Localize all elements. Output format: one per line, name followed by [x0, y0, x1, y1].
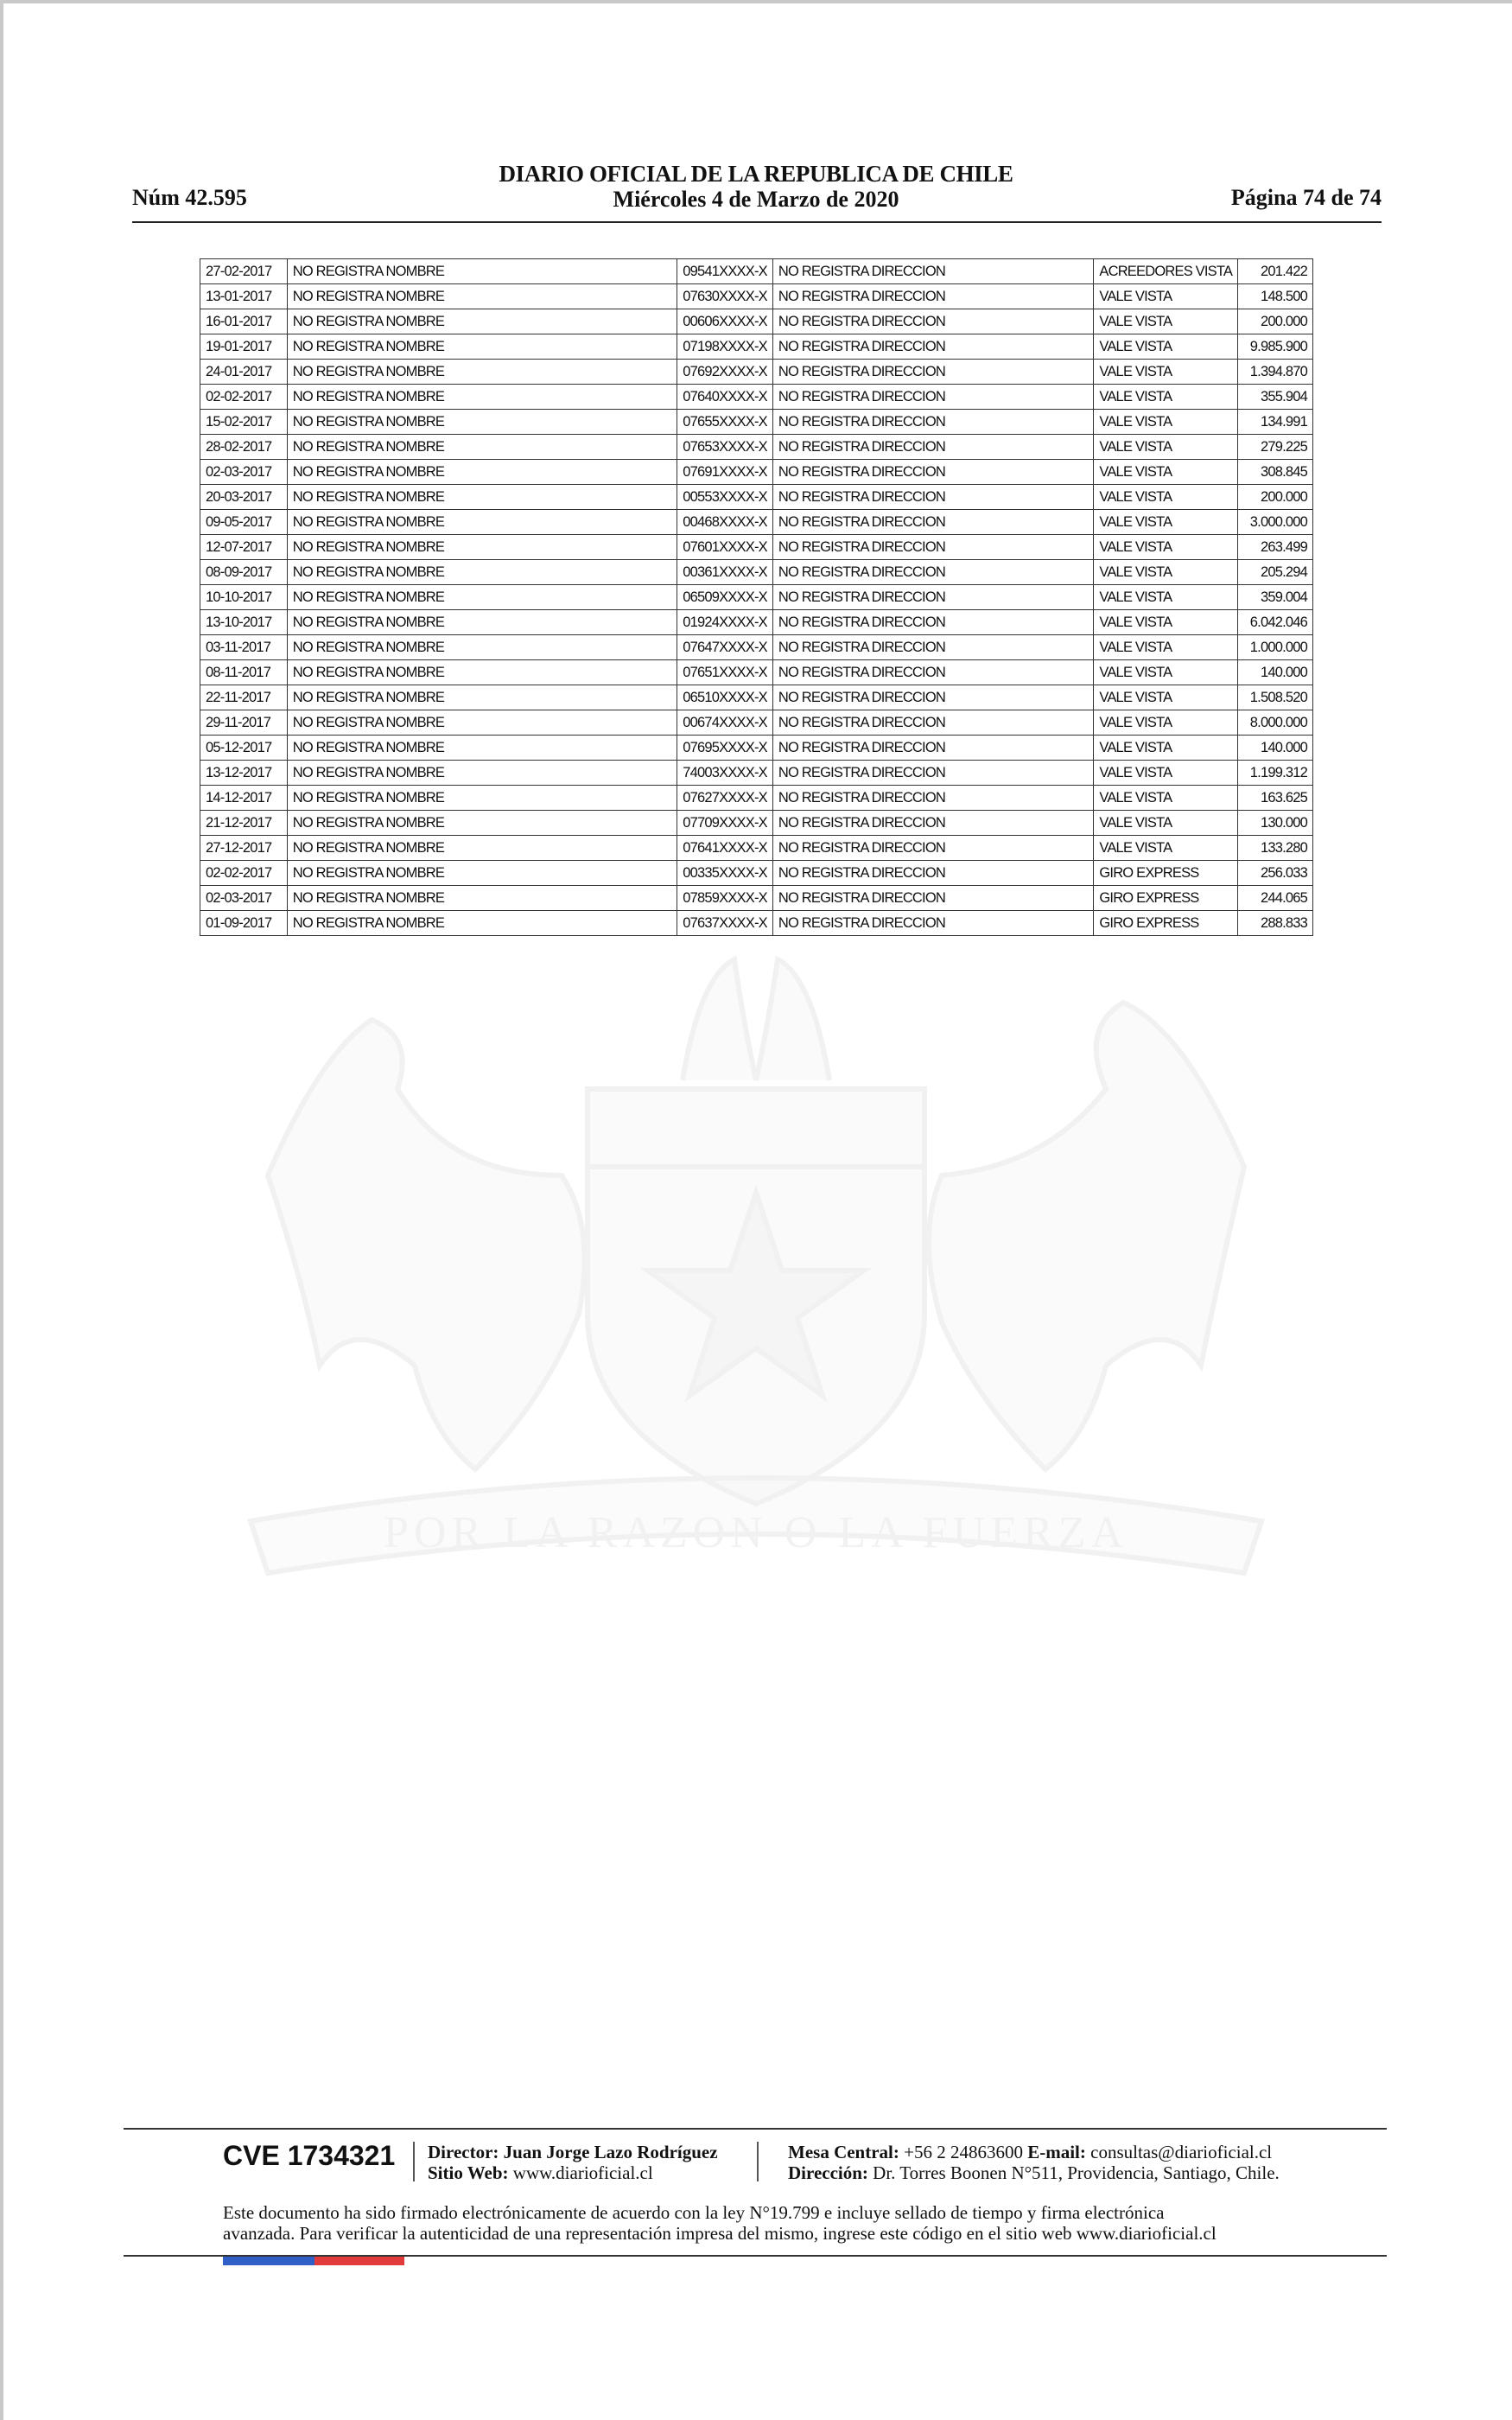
table-row	[200, 761, 1313, 786]
record-address: NO REGISTRA DIRECCION	[772, 560, 1094, 585]
record-type: VALE VISTA	[1094, 334, 1238, 360]
record-name: NO REGISTRA NOMBRE	[287, 610, 677, 635]
record-date: 13-01-2017	[200, 284, 288, 309]
record-name: NO REGISTRA NOMBRE	[287, 836, 677, 861]
record-amount: 148.500	[1238, 284, 1313, 309]
record-amount: 6.042.046	[1238, 610, 1313, 635]
record-type: VALE VISTA	[1094, 385, 1238, 410]
publication-date: Miércoles 4 de Marzo de 2020	[613, 187, 899, 212]
record-address: NO REGISTRA DIRECCION	[772, 385, 1094, 410]
record-amount: 9.985.900	[1238, 334, 1313, 360]
record-amount: 308.845	[1238, 460, 1313, 485]
record-id: 07692XXXX-X	[677, 360, 773, 385]
record-id: 07709XXXX-X	[677, 811, 773, 836]
record-type: VALE VISTA	[1094, 786, 1238, 811]
record-name: NO REGISTRA NOMBRE	[287, 309, 677, 334]
legal-notice	[223, 2202, 1389, 2244]
record-address: NO REGISTRA DIRECCION	[772, 410, 1094, 435]
record-type: GIRO EXPRESS	[1094, 861, 1238, 886]
record-date: 24-01-2017	[200, 360, 288, 385]
table-row	[200, 710, 1313, 736]
footer-contact-block	[788, 2142, 1280, 2183]
record-id: 07695XXXX-X	[677, 736, 773, 761]
record-address: NO REGISTRA DIRECCION	[772, 485, 1094, 510]
record-name: NO REGISTRA NOMBRE	[287, 811, 677, 836]
table-row	[200, 610, 1313, 635]
record-type: GIRO EXPRESS	[1094, 886, 1238, 911]
record-date: 14-12-2017	[200, 786, 288, 811]
record-address: NO REGISTRA DIRECCION	[772, 836, 1094, 861]
table-row	[200, 360, 1313, 385]
table-row	[200, 811, 1313, 836]
record-type: VALE VISTA	[1094, 460, 1238, 485]
record-date: 28-02-2017	[200, 435, 288, 460]
record-name: NO REGISTRA NOMBRE	[287, 510, 677, 535]
table-row	[200, 560, 1313, 585]
record-date: 16-01-2017	[200, 309, 288, 334]
record-address: NO REGISTRA DIRECCION	[772, 811, 1094, 836]
record-id: 00468XXXX-X	[677, 510, 773, 535]
email-label: E-mail:	[1027, 2142, 1086, 2162]
record-id: 07641XXXX-X	[677, 836, 773, 861]
table-row	[200, 309, 1313, 334]
record-amount: 205.294	[1238, 560, 1313, 585]
watermark-motto: POR LA RAZON O LA FUERZA	[384, 1508, 1128, 1557]
record-name: NO REGISTRA NOMBRE	[287, 284, 677, 309]
record-address: NO REGISTRA DIRECCION	[772, 610, 1094, 635]
record-name: NO REGISTRA NOMBRE	[287, 560, 677, 585]
phone-label: Mesa Central:	[788, 2142, 899, 2162]
flag-stripe-blue	[223, 2257, 314, 2265]
record-type: VALE VISTA	[1094, 635, 1238, 660]
header-divider	[132, 221, 1382, 223]
record-type: VALE VISTA	[1094, 535, 1238, 560]
record-address: NO REGISTRA DIRECCION	[772, 786, 1094, 811]
table-row	[200, 485, 1313, 510]
record-date: 19-01-2017	[200, 334, 288, 360]
table-row	[200, 385, 1313, 410]
record-name: NO REGISTRA NOMBRE	[287, 635, 677, 660]
website-link[interactable]: www.diarioficial.cl	[512, 2162, 653, 2183]
address-text: Dr. Torres Boonen N°511, Providencia, Santiago, Chile.	[873, 2162, 1280, 2183]
record-address: NO REGISTRA DIRECCION	[772, 660, 1094, 685]
record-address: NO REGISTRA DIRECCION	[772, 334, 1094, 360]
table-row	[200, 460, 1313, 485]
record-date: 15-02-2017	[200, 410, 288, 435]
director-label: Director:	[428, 2142, 499, 2162]
record-name: NO REGISTRA NOMBRE	[287, 410, 677, 435]
record-id: 07691XXXX-X	[677, 460, 773, 485]
record-amount: 288.833	[1238, 911, 1313, 936]
record-id: 00674XXXX-X	[677, 710, 773, 736]
table-row	[200, 510, 1313, 535]
record-type: VALE VISTA	[1094, 284, 1238, 309]
record-name: NO REGISTRA NOMBRE	[287, 761, 677, 786]
legal-line: Este documento ha sido firmado electrónicamente de acuerdo con la ley N°19.799 e incluye sellado de tiempo y firma electrónica	[223, 2202, 1165, 2223]
issue-number: Núm 42.595	[132, 185, 247, 210]
table-row	[200, 535, 1313, 560]
record-amount: 134.991	[1238, 410, 1313, 435]
record-address: NO REGISTRA DIRECCION	[772, 861, 1094, 886]
record-name: NO REGISTRA NOMBRE	[287, 485, 677, 510]
table-row	[200, 585, 1313, 610]
record-address: NO REGISTRA DIRECCION	[772, 460, 1094, 485]
record-id: 07859XXXX-X	[677, 886, 773, 911]
record-date: 20-03-2017	[200, 485, 288, 510]
record-id: 01924XXXX-X	[677, 610, 773, 635]
record-date: 29-11-2017	[200, 710, 288, 736]
record-type: VALE VISTA	[1094, 309, 1238, 334]
record-type: VALE VISTA	[1094, 560, 1238, 585]
page-frame-top	[0, 0, 1512, 3]
record-type: ACREEDORES VISTA	[1094, 259, 1238, 284]
record-amount: 1.394.870	[1238, 360, 1313, 385]
table-row	[200, 660, 1313, 685]
record-address: NO REGISTRA DIRECCION	[772, 635, 1094, 660]
record-amount: 133.280	[1238, 836, 1313, 861]
record-date: 10-10-2017	[200, 585, 288, 610]
record-name: NO REGISTRA NOMBRE	[287, 259, 677, 284]
record-id: 06509XXXX-X	[677, 585, 773, 610]
footer-separator	[413, 2142, 415, 2181]
record-id: 06510XXXX-X	[677, 685, 773, 710]
record-address: NO REGISTRA DIRECCION	[772, 585, 1094, 610]
table-row	[200, 886, 1313, 911]
record-date: 13-10-2017	[200, 610, 288, 635]
footer-director-block	[428, 2142, 718, 2183]
record-id: 07627XXXX-X	[677, 786, 773, 811]
record-type: VALE VISTA	[1094, 360, 1238, 385]
cve-code: CVE 1734321	[223, 2140, 396, 2171]
record-date: 02-02-2017	[200, 385, 288, 410]
table-row	[200, 410, 1313, 435]
table-row	[200, 334, 1313, 360]
record-amount: 163.625	[1238, 786, 1313, 811]
table-row	[200, 736, 1313, 761]
record-address: NO REGISTRA DIRECCION	[772, 736, 1094, 761]
record-type: VALE VISTA	[1094, 761, 1238, 786]
record-amount: 1.508.520	[1238, 685, 1313, 710]
record-amount: 263.499	[1238, 535, 1313, 560]
table-row	[200, 861, 1313, 886]
record-id: 07655XXXX-X	[677, 410, 773, 435]
record-id: 07637XXXX-X	[677, 911, 773, 936]
address-label: Dirección:	[788, 2162, 868, 2183]
record-amount: 256.033	[1238, 861, 1313, 886]
record-type: VALE VISTA	[1094, 811, 1238, 836]
record-name: NO REGISTRA NOMBRE	[287, 736, 677, 761]
record-id: 07640XXXX-X	[677, 385, 773, 410]
record-id: 07198XXXX-X	[677, 334, 773, 360]
record-amount: 1.000.000	[1238, 635, 1313, 660]
record-date: 22-11-2017	[200, 685, 288, 710]
record-amount: 3.000.000	[1238, 510, 1313, 535]
record-date: 02-03-2017	[200, 886, 288, 911]
record-id: 07647XXXX-X	[677, 635, 773, 660]
record-type: VALE VISTA	[1094, 610, 1238, 635]
record-type: VALE VISTA	[1094, 685, 1238, 710]
table-row	[200, 635, 1313, 660]
record-date: 08-09-2017	[200, 560, 288, 585]
record-name: NO REGISTRA NOMBRE	[287, 861, 677, 886]
record-address: NO REGISTRA DIRECCION	[772, 284, 1094, 309]
table-row	[200, 259, 1313, 284]
record-address: NO REGISTRA DIRECCION	[772, 510, 1094, 535]
record-amount: 130.000	[1238, 811, 1313, 836]
record-amount: 200.000	[1238, 309, 1313, 334]
record-date: 03-11-2017	[200, 635, 288, 660]
record-type: VALE VISTA	[1094, 660, 1238, 685]
record-amount: 8.000.000	[1238, 710, 1313, 736]
records-table	[200, 258, 1313, 936]
record-id: 00335XXXX-X	[677, 861, 773, 886]
table-row	[200, 836, 1313, 861]
record-date: 09-05-2017	[200, 510, 288, 535]
record-amount: 201.422	[1238, 259, 1313, 284]
record-address: NO REGISTRA DIRECCION	[772, 761, 1094, 786]
record-date: 13-12-2017	[200, 761, 288, 786]
record-date: 27-02-2017	[200, 259, 288, 284]
director-name: Juan Jorge Lazo Rodríguez	[503, 2142, 718, 2162]
record-type: VALE VISTA	[1094, 736, 1238, 761]
flag-stripe-red	[314, 2257, 404, 2265]
phone-number: +56 2 24863600	[904, 2142, 1023, 2162]
record-id: 74003XXXX-X	[677, 761, 773, 786]
record-amount: 279.225	[1238, 435, 1313, 460]
record-type: VALE VISTA	[1094, 410, 1238, 435]
record-id: 07653XXXX-X	[677, 435, 773, 460]
record-type: VALE VISTA	[1094, 435, 1238, 460]
table-row	[200, 911, 1313, 936]
record-name: NO REGISTRA NOMBRE	[287, 911, 677, 936]
record-date: 05-12-2017	[200, 736, 288, 761]
record-amount: 359.004	[1238, 585, 1313, 610]
record-amount: 1.199.312	[1238, 761, 1313, 786]
record-name: NO REGISTRA NOMBRE	[287, 360, 677, 385]
record-name: NO REGISTRA NOMBRE	[287, 886, 677, 911]
record-address: NO REGISTRA DIRECCION	[772, 911, 1094, 936]
coat-of-arms-watermark-icon	[216, 951, 1296, 1625]
record-name: NO REGISTRA NOMBRE	[287, 535, 677, 560]
record-address: NO REGISTRA DIRECCION	[772, 360, 1094, 385]
record-amount: 140.000	[1238, 660, 1313, 685]
record-name: NO REGISTRA NOMBRE	[287, 660, 677, 685]
record-amount: 244.065	[1238, 886, 1313, 911]
page-frame-left	[0, 0, 3, 2420]
record-amount: 200.000	[1238, 485, 1313, 510]
record-id: 09541XXXX-X	[677, 259, 773, 284]
record-type: VALE VISTA	[1094, 710, 1238, 736]
record-date: 02-02-2017	[200, 861, 288, 886]
record-name: NO REGISTRA NOMBRE	[287, 435, 677, 460]
footer-divider-top	[124, 2128, 1387, 2130]
record-amount: 355.904	[1238, 385, 1313, 410]
record-type: VALE VISTA	[1094, 585, 1238, 610]
record-type: GIRO EXPRESS	[1094, 911, 1238, 936]
record-address: NO REGISTRA DIRECCION	[772, 886, 1094, 911]
record-date: 27-12-2017	[200, 836, 288, 861]
record-date: 21-12-2017	[200, 811, 288, 836]
record-id: 07630XXXX-X	[677, 284, 773, 309]
record-type: VALE VISTA	[1094, 485, 1238, 510]
footer-separator	[757, 2142, 759, 2181]
record-address: NO REGISTRA DIRECCION	[772, 309, 1094, 334]
record-address: NO REGISTRA DIRECCION	[772, 435, 1094, 460]
legal-line: avanzada. Para verificar la autenticidad de una representación impresa del mismo, ingrese este código en el sitio web www.diarioficial.cl	[223, 2223, 1217, 2244]
publication-title: DIARIO OFICIAL DE LA REPUBLICA DE CHILE	[499, 161, 1013, 187]
website-label: Sitio Web:	[428, 2162, 509, 2183]
record-id: 07651XXXX-X	[677, 660, 773, 685]
record-address: NO REGISTRA DIRECCION	[772, 710, 1094, 736]
table-row	[200, 786, 1313, 811]
record-id: 07601XXXX-X	[677, 535, 773, 560]
record-address: NO REGISTRA DIRECCION	[772, 535, 1094, 560]
table-row	[200, 685, 1313, 710]
record-name: NO REGISTRA NOMBRE	[287, 385, 677, 410]
record-address: NO REGISTRA DIRECCION	[772, 685, 1094, 710]
record-type: VALE VISTA	[1094, 510, 1238, 535]
record-type: VALE VISTA	[1094, 836, 1238, 861]
record-id: 00361XXXX-X	[677, 560, 773, 585]
record-name: NO REGISTRA NOMBRE	[287, 460, 677, 485]
record-name: NO REGISTRA NOMBRE	[287, 685, 677, 710]
page-indicator: Página 74 de 74	[1230, 185, 1382, 210]
record-address: NO REGISTRA DIRECCION	[772, 259, 1094, 284]
record-amount: 140.000	[1238, 736, 1313, 761]
record-date: 01-09-2017	[200, 911, 288, 936]
table-row	[200, 435, 1313, 460]
email-link[interactable]: consultas@diarioficial.cl	[1090, 2142, 1273, 2162]
record-id: 00553XXXX-X	[677, 485, 773, 510]
table-row	[200, 284, 1313, 309]
record-name: NO REGISTRA NOMBRE	[287, 585, 677, 610]
record-name: NO REGISTRA NOMBRE	[287, 334, 677, 360]
record-id: 00606XXXX-X	[677, 309, 773, 334]
record-date: 12-07-2017	[200, 535, 288, 560]
record-date: 02-03-2017	[200, 460, 288, 485]
record-name: NO REGISTRA NOMBRE	[287, 710, 677, 736]
record-name: NO REGISTRA NOMBRE	[287, 786, 677, 811]
record-date: 08-11-2017	[200, 660, 288, 685]
